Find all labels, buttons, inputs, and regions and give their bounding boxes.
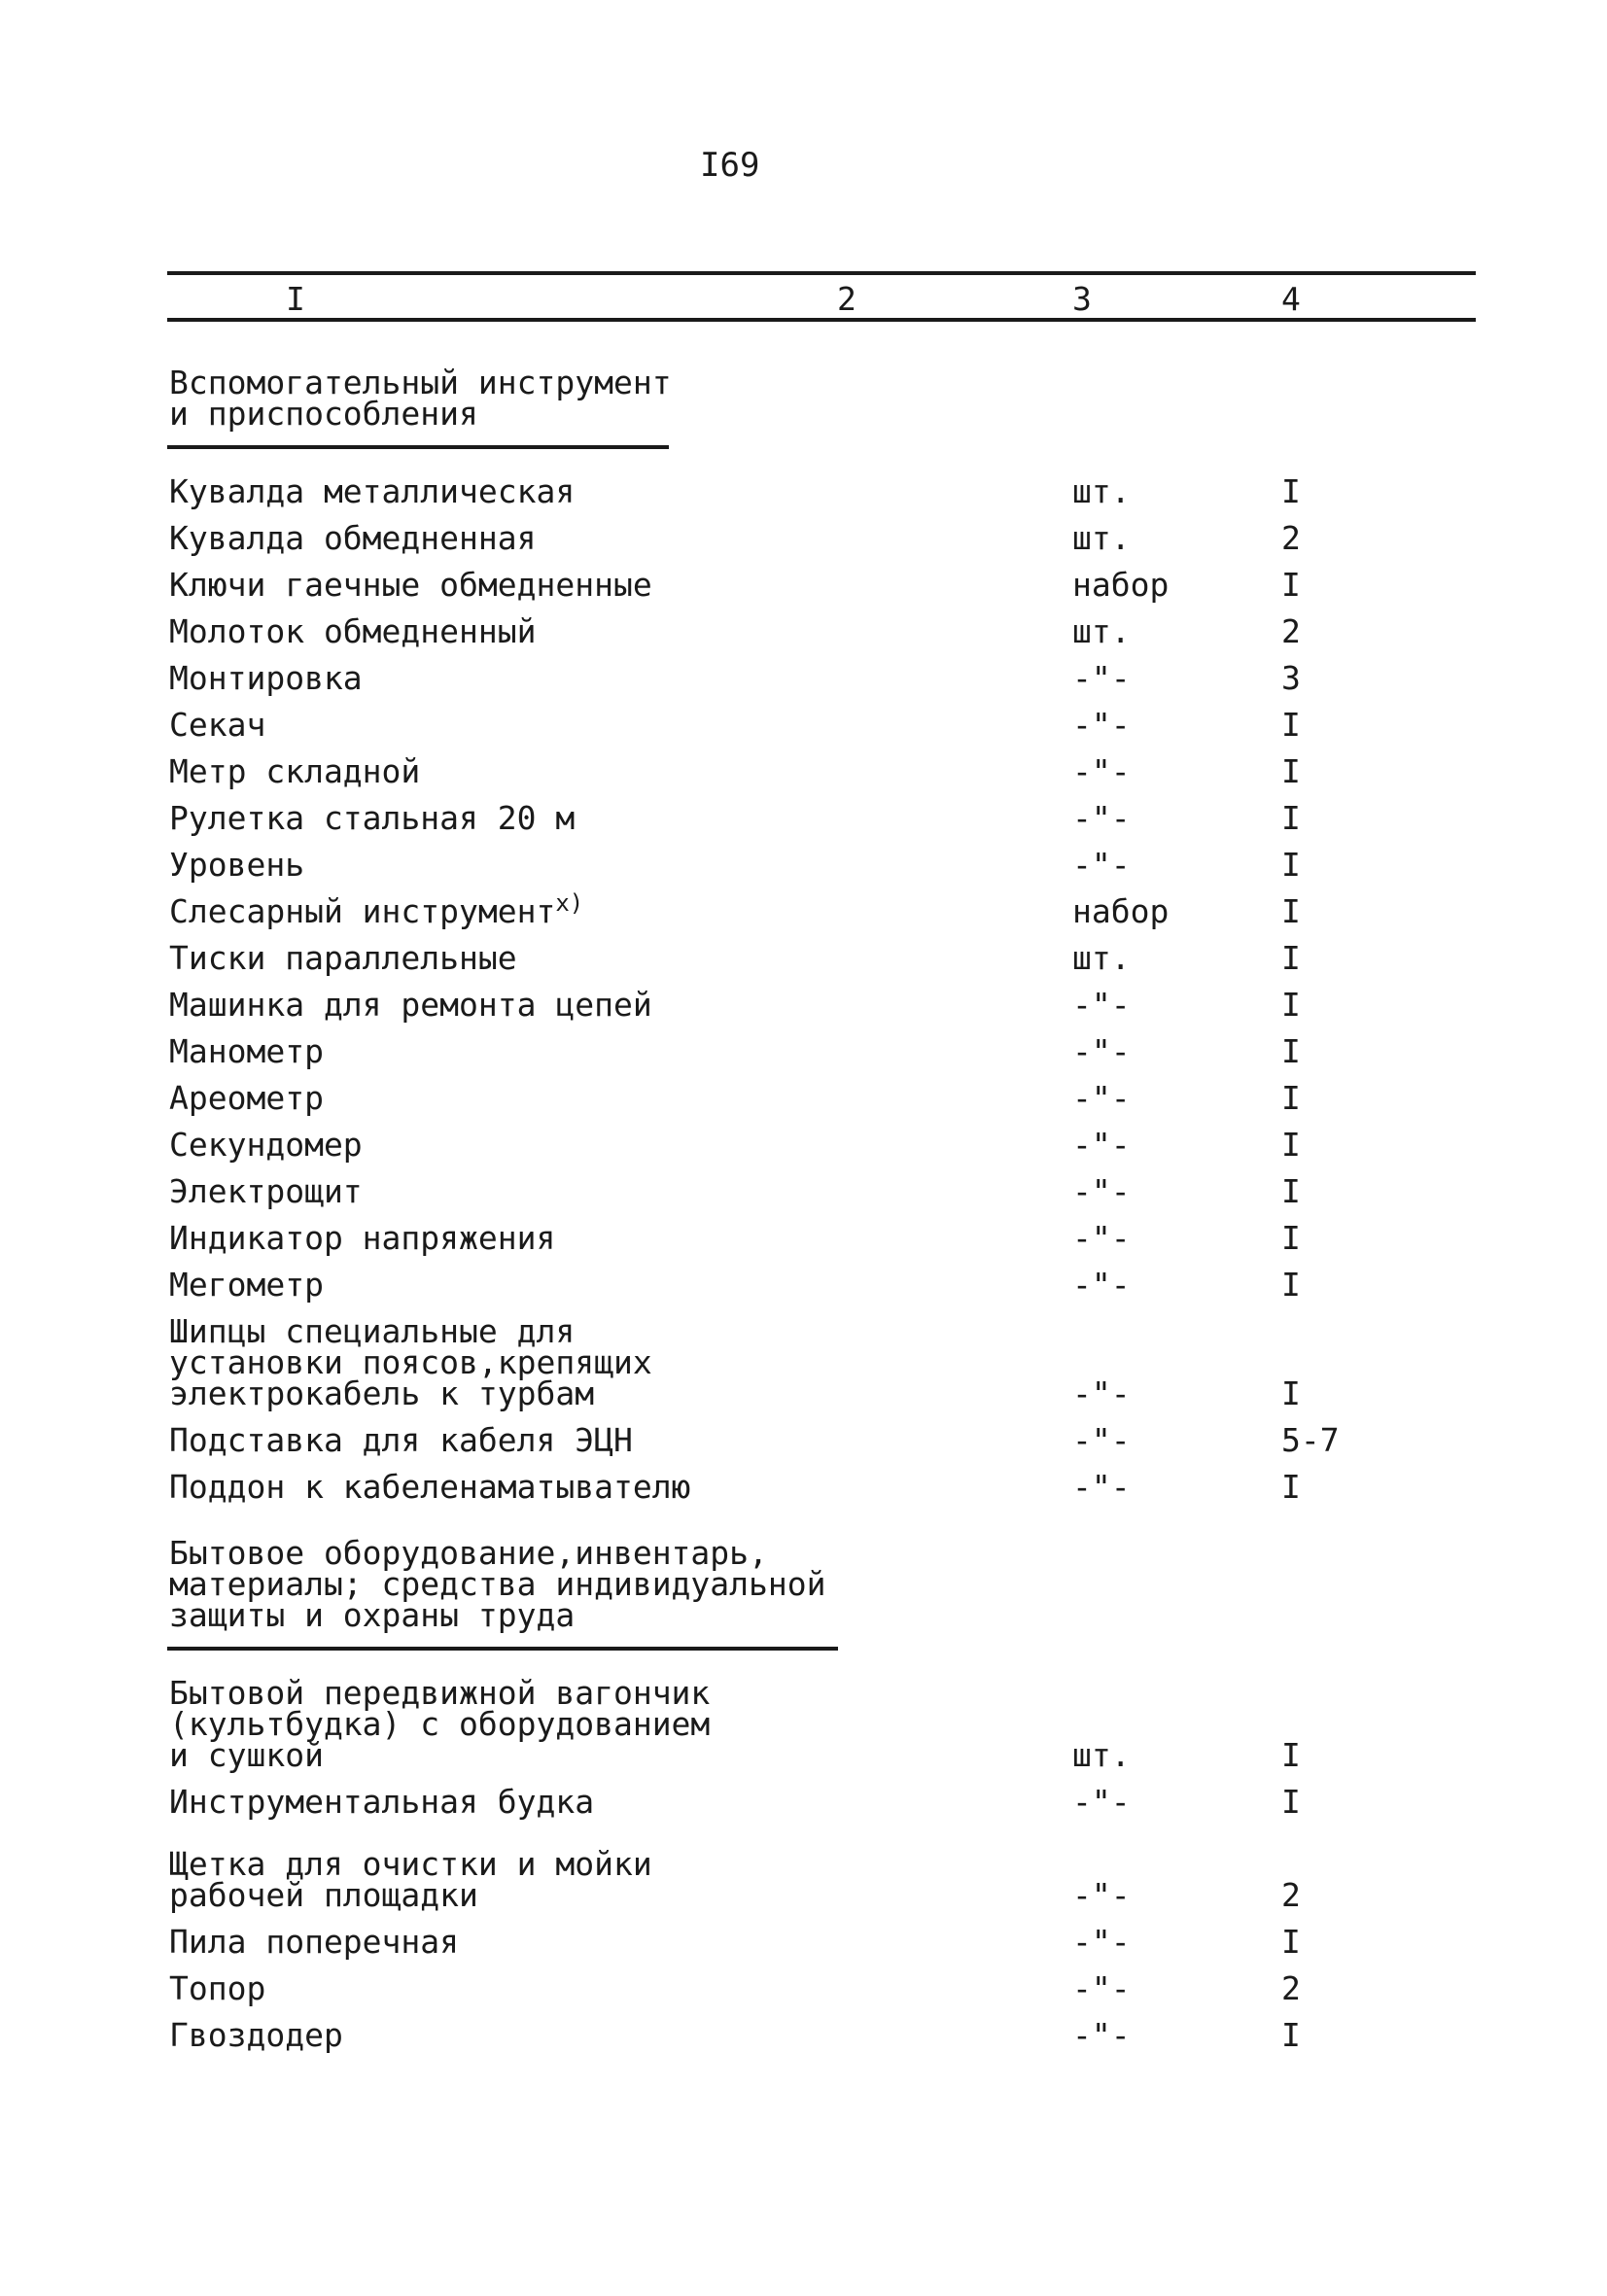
item-name: Бытовой передвижной вагончик (культбудка) с оборудованием и сушкой (169, 1674, 711, 1774)
item-name: Ключи гаечные обмедненные (169, 566, 652, 604)
column-header-4: 4 (1281, 280, 1301, 318)
item-unit: -"- (1072, 706, 1131, 744)
item-quantity: 5-7 (1281, 1421, 1340, 1459)
item-quantity: I (1281, 1783, 1301, 1821)
item-unit: -"- (1072, 1374, 1131, 1412)
item-name: Монтировка (169, 659, 363, 697)
section-title-auxiliary-tools: Вспомогательный инструмент и приспособления (169, 364, 672, 433)
item-unit: -"- (1072, 1126, 1131, 1164)
item-unit: шт. (1072, 1736, 1131, 1774)
item-name-with-footnote (169, 889, 1044, 930)
item-unit: -"- (1072, 1172, 1131, 1210)
item-name: Поддон к кабеленаматывателю (169, 1468, 691, 1506)
item-unit: шт. (1072, 519, 1131, 557)
item-unit: -"- (1072, 1219, 1131, 1257)
section-rule-household-equipment (167, 1647, 838, 1651)
item-unit: -"- (1072, 1783, 1131, 1821)
item-unit: -"- (1072, 659, 1131, 697)
item-unit: -"- (1072, 1468, 1131, 1506)
item-quantity: I (1281, 1172, 1301, 1210)
item-name: Гвоздодер (169, 2016, 343, 2054)
item-unit: -"- (1072, 799, 1131, 837)
item-unit: -"- (1072, 1266, 1131, 1304)
item-quantity: 2 (1281, 1969, 1301, 2007)
footnote-marker: x) (555, 889, 584, 917)
item-name: Тиски параллельные (169, 939, 517, 977)
item-unit: -"- (1072, 1876, 1131, 1914)
item-quantity: I (1281, 1923, 1301, 1961)
item-quantity: I (1281, 1266, 1301, 1304)
item-quantity: I (1281, 2016, 1301, 2054)
item-unit: -"- (1072, 1923, 1131, 1961)
item-name: Метр складной (169, 752, 421, 790)
item-name: Машинка для ремонта цепей (169, 986, 652, 1024)
item-unit: -"- (1072, 846, 1131, 884)
item-quantity: I (1281, 472, 1301, 510)
item-name: Индикатор напряжения (169, 1219, 556, 1257)
item-name: Рулетка стальная 20 м (169, 799, 576, 837)
item-name: Щетка для очистки и мойки рабочей площадки (169, 1845, 652, 1914)
item-name: Топор (169, 1969, 266, 2007)
item-name: Инструментальная будка (169, 1783, 595, 1821)
table-top-rule (167, 271, 1476, 275)
item-quantity: I (1281, 1032, 1301, 1070)
item-name: Кувалда металлическая (169, 472, 576, 510)
item-name: Подставка для кабеля ЭЦН (169, 1421, 633, 1459)
item-unit: набор (1072, 892, 1170, 930)
item-unit: шт. (1072, 472, 1131, 510)
item-name: Слесарный инструмент (169, 892, 556, 930)
item-unit: -"- (1072, 1079, 1131, 1117)
item-quantity: I (1281, 1126, 1301, 1164)
item-name: Секундомер (169, 1126, 363, 1164)
item-unit: -"- (1072, 1969, 1131, 2007)
item-quantity: I (1281, 1468, 1301, 1506)
item-quantity: 2 (1281, 519, 1301, 557)
item-quantity: I (1281, 566, 1301, 604)
item-quantity: I (1281, 799, 1301, 837)
item-unit: набор (1072, 566, 1170, 604)
column-header-3: 3 (1072, 280, 1092, 318)
item-name: Мегометр (169, 1266, 324, 1304)
item-unit: -"- (1072, 1421, 1131, 1459)
item-name: Манометр (169, 1032, 324, 1070)
item-quantity: I (1281, 846, 1301, 884)
item-quantity: I (1281, 1736, 1301, 1774)
item-name: Молоток обмедненный (169, 612, 537, 650)
item-quantity: I (1281, 706, 1301, 744)
item-name: Пила поперечная (169, 1923, 460, 1961)
section-title-household-equipment: Бытовое оборудование,инвентарь, материалы; средства индивидуальной защиты и охраны труда (169, 1534, 826, 1634)
item-unit: -"- (1072, 1032, 1131, 1070)
item-name: Уровень (169, 846, 305, 884)
item-quantity: 2 (1281, 612, 1301, 650)
item-unit: -"- (1072, 752, 1131, 790)
item-quantity: I (1281, 986, 1301, 1024)
column-header-1: I (286, 280, 305, 318)
item-name: Секач (169, 706, 266, 744)
item-quantity: I (1281, 892, 1301, 930)
table-header-rule (167, 318, 1476, 322)
item-name: Кувалда обмедненная (169, 519, 537, 557)
item-quantity: I (1281, 752, 1301, 790)
item-quantity: I (1281, 939, 1301, 977)
item-name: Шипцы специальные для установки поясов,крепящих электрокабель к турбам (169, 1312, 652, 1412)
item-quantity: 3 (1281, 659, 1301, 697)
item-name: Ареометр (169, 1079, 324, 1117)
item-name: Электрощит (169, 1172, 363, 1210)
item-unit: -"- (1072, 2016, 1131, 2054)
item-unit: шт. (1072, 939, 1131, 977)
item-quantity: I (1281, 1219, 1301, 1257)
page-number: I69 (700, 146, 760, 185)
item-quantity: I (1281, 1079, 1301, 1117)
section-rule-auxiliary-tools (167, 445, 669, 449)
item-unit: шт. (1072, 612, 1131, 650)
item-quantity: 2 (1281, 1876, 1301, 1914)
item-quantity: I (1281, 1374, 1301, 1412)
column-header-2: 2 (837, 280, 856, 318)
item-unit: -"- (1072, 986, 1131, 1024)
